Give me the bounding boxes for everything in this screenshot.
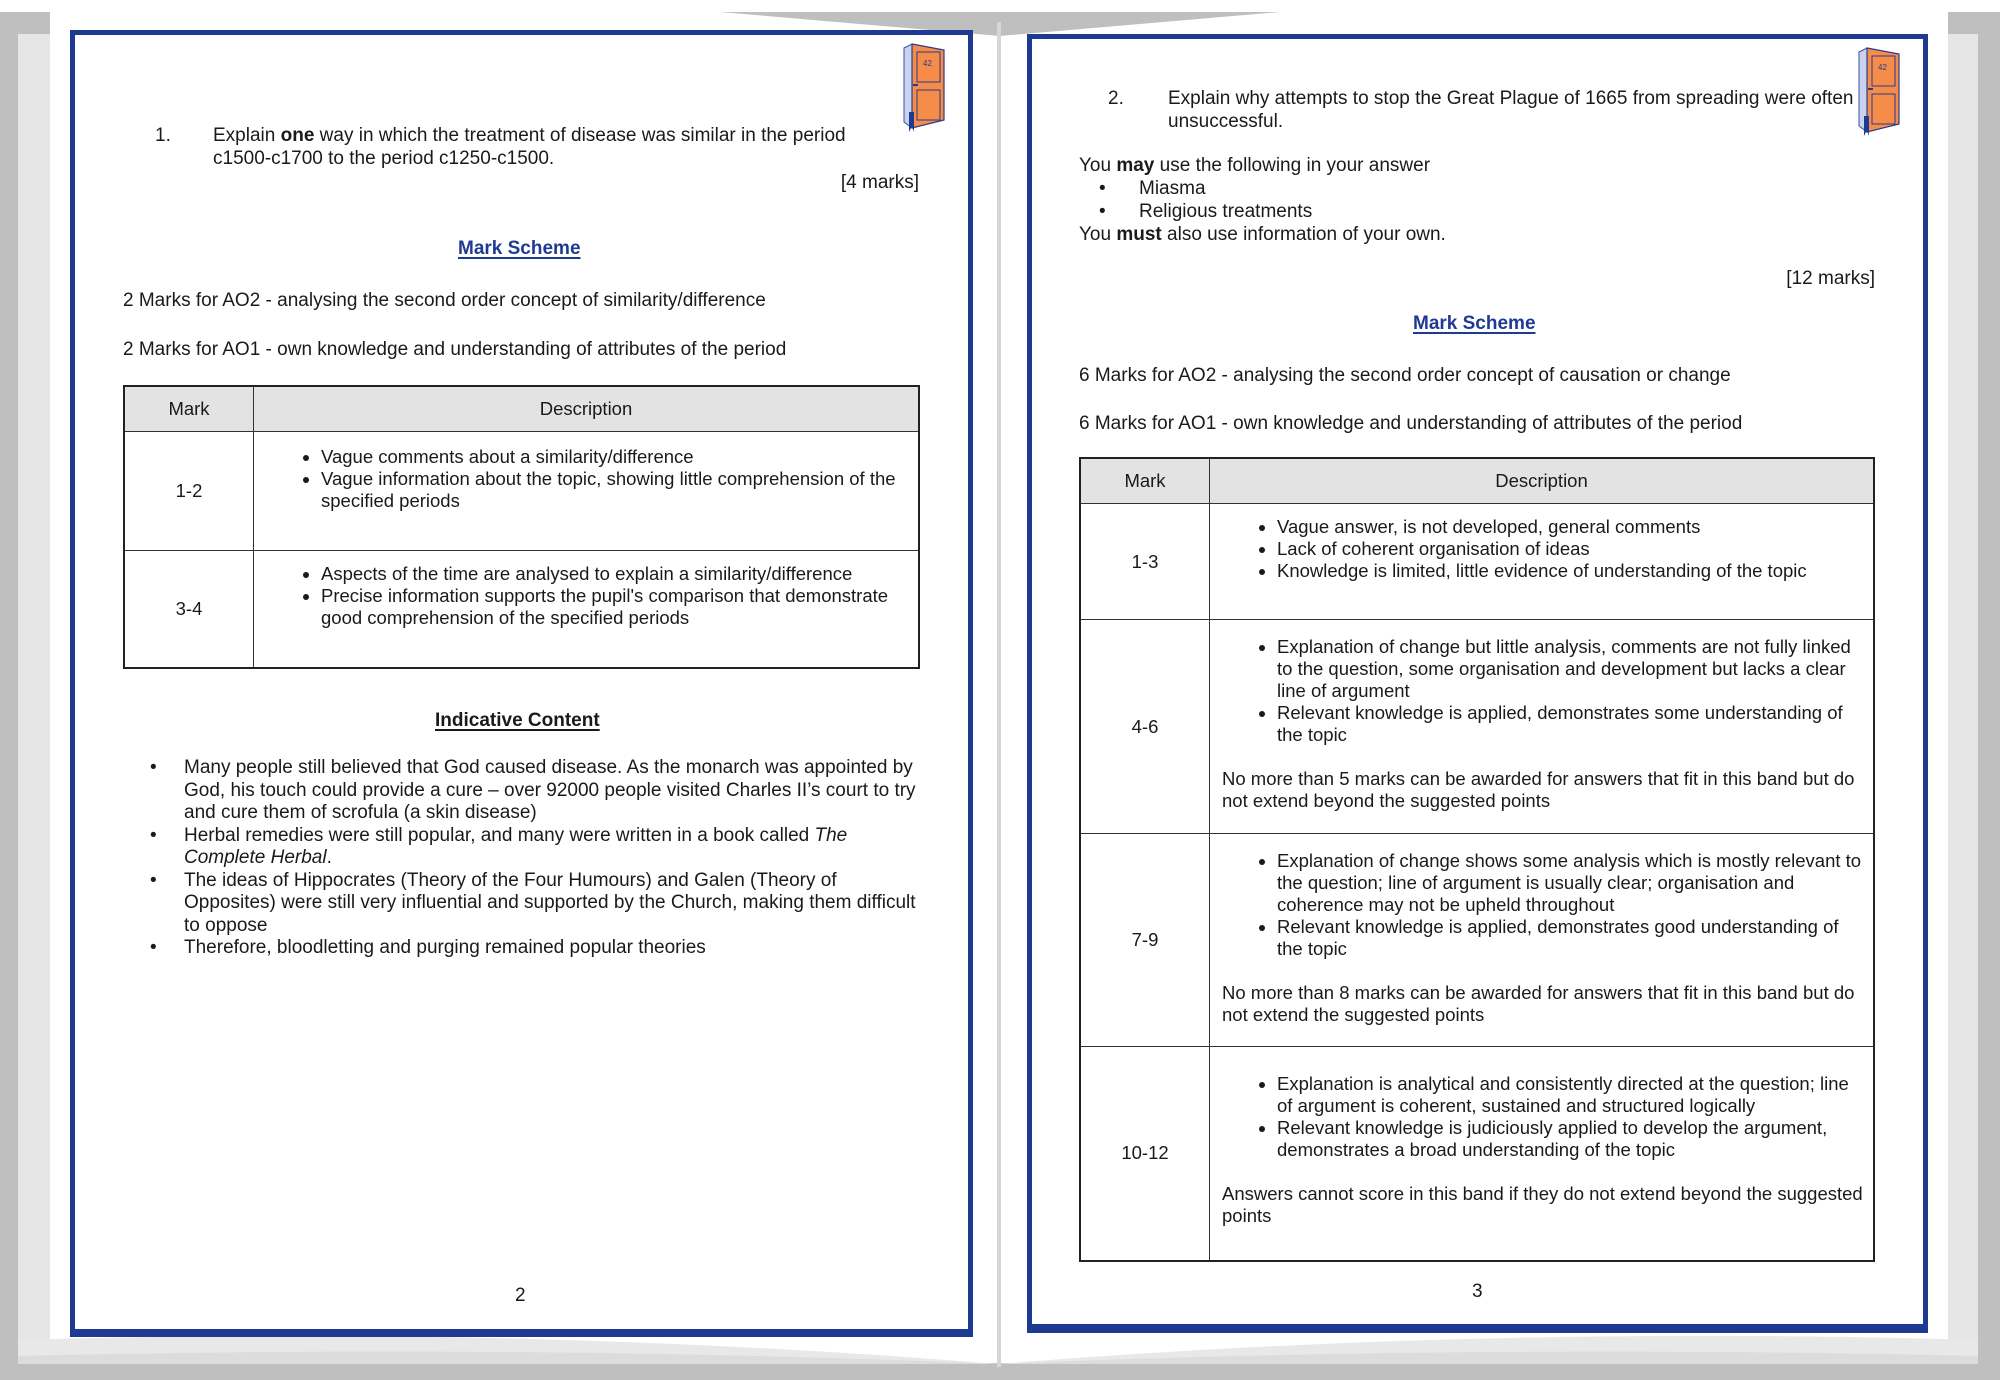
question-number: 2. — [1108, 88, 1124, 109]
list-item-text: The ideas of Hippocrates (Theory of the Four Humours) and Galen (Theory of Opposites) were still very influential and supported by the Church, making them difficult to oppose — [184, 869, 916, 936]
question-text-line-1 — [213, 124, 846, 147]
question-emphasis: one — [280, 125, 315, 146]
question-text-line-2: unsuccessful. — [1168, 111, 1284, 132]
list-item: • Therefore, bloodletting and purging remained popular theories — [150, 937, 706, 958]
criteria-item: • Explanation of change but little analysis, comments are not fully linked to the question, some organisation and development but lacks a clear line of argument — [1277, 636, 1863, 702]
band-description — [254, 551, 920, 668]
list-item-text: Herbal remedies were still popular, and many were written in a book called — [184, 824, 815, 846]
criteria-item: • Lack of coherent organisation of ideas — [1277, 538, 1863, 560]
band-description — [1210, 834, 1875, 1047]
band-note: No more than 8 marks can be awarded for answers that fit in this band but do not extend the suggested points — [1222, 982, 1855, 1025]
criteria-item: • Vague information about the topic, showing little comprehension of the specified periods — [321, 468, 908, 512]
band-description — [254, 432, 920, 551]
indicative-content-title: Indicative Content — [435, 710, 600, 731]
instruction-emphasis: must — [1116, 224, 1162, 245]
table-row — [124, 551, 919, 668]
table-row — [1080, 504, 1874, 620]
band-note: No more than 5 marks can be awarded for answers that fit in this band but do not extend beyond the suggested points — [1222, 768, 1855, 811]
mark-scheme-title: Mark Scheme — [1413, 313, 1536, 334]
bullet-icon: • — [1099, 178, 1106, 199]
criteria-item: • Precise information supports the pupil's comparison that demonstrate good comprehension of the specified periods — [321, 585, 908, 629]
door-icon — [1855, 44, 1901, 136]
page-number: 2 — [515, 1285, 526, 1306]
table-row — [1080, 620, 1874, 834]
door-icon — [900, 40, 946, 132]
bullet-icon: • — [1099, 201, 1106, 222]
list-item: • The ideas of Hippocrates (Theory of the Four Humours) and Galen (Theory of Opposites) were still very influential and supported by the Church, making them difficult to oppose — [150, 869, 916, 936]
column-header-description: Description — [254, 386, 920, 432]
criteria-item: • Relevant knowledge is judiciously applied to develop the argument, demonstrates a broad understanding of the topic — [1277, 1117, 1863, 1161]
question-marks: [4 marks] — [840, 172, 919, 193]
mark-band: 7-9 — [1080, 834, 1210, 1047]
table-row — [1080, 834, 1874, 1047]
question-text-line-1: Explain why attempts to stop the Great Plague of 1665 from spreading were often — [1168, 88, 1854, 109]
ao1-line: 2 Marks for AO1 - own knowledge and understanding of attributes of the period — [123, 339, 787, 360]
mark-scheme-table — [1079, 457, 1875, 1262]
list-item-text: Many people still believed that God caused disease. As the monarch was appointed by God, his touch could provide a cure – over 92000 people visited Charles II’s court to try and cure them of scrofula (a skin disease) — [184, 757, 916, 823]
question-text: way in which the treatment of disease was similar in the period — [314, 125, 846, 146]
must-use-line — [1079, 223, 1446, 246]
instruction-text: use the following in your answer — [1154, 155, 1431, 176]
column-header-mark: Mark — [124, 386, 254, 432]
question-number: 1. — [155, 125, 171, 146]
mark-scheme-table — [123, 385, 920, 669]
list-item: • Herbal remedies were still popular, and many were written in a book called The Complete Herbal. — [150, 824, 848, 868]
band-description — [1210, 1047, 1875, 1261]
band-description — [1210, 504, 1875, 620]
mark-band: 1-3 — [1080, 504, 1210, 620]
ao2-line: 6 Marks for AO2 - analysing the second order concept of causation or change — [1079, 365, 1731, 386]
left-page — [70, 30, 973, 1337]
band-description — [1210, 620, 1875, 834]
hint-item: Miasma — [1139, 178, 1206, 199]
may-use-line — [1079, 154, 1430, 177]
ao2-line: 2 Marks for AO2 - analysing the second order concept of similarity/difference — [123, 290, 766, 311]
book-title: The Complete Herbal — [184, 824, 848, 868]
criteria-item: • Vague answer, is not developed, general comments — [1277, 516, 1863, 538]
criteria-item: • Aspects of the time are analysed to explain a similarity/difference — [321, 563, 908, 585]
list-item-text: Therefore, bloodletting and purging remained popular theories — [184, 937, 706, 958]
indicative-content-list — [130, 757, 930, 960]
instruction-emphasis: may — [1116, 155, 1155, 176]
table-row — [124, 432, 919, 551]
instruction-text: also use information of your own. — [1161, 224, 1446, 245]
page-edge-left — [18, 34, 50, 1364]
book-spine — [997, 22, 1001, 1367]
mark-band: 4-6 — [1080, 620, 1210, 834]
question-marks: [12 marks] — [1786, 268, 1875, 289]
criteria-item: • Explanation is analytical and consistently directed at the question; line of argument is coherent, sustained and structured logically — [1277, 1073, 1863, 1117]
criteria-item: • Knowledge is limited, little evidence of understanding of the topic — [1277, 560, 1863, 582]
svg-text:42: 42 — [923, 59, 932, 68]
list-item: • Many people still believed that God caused disease. As the monarch was appointed by God, his touch could provide a cure – over 92000 people visited Charles II’s court to try and cure them of scrofula (a skin disease) — [150, 757, 916, 823]
instruction-text: You — [1079, 224, 1117, 245]
list-item-text: . — [326, 847, 332, 868]
question-text: Explain — [213, 125, 281, 146]
criteria-item: • Relevant knowledge is applied, demonstrates some understanding of the topic — [1277, 702, 1863, 746]
column-header-description: Description — [1210, 458, 1875, 504]
criteria-item: • Explanation of change shows some analysis which is mostly relevant to the question; line of argument is usually clear; organisation and coherence may not be upheld throughout — [1277, 850, 1863, 916]
instruction-text: You — [1079, 155, 1117, 176]
ao1-line: 6 Marks for AO1 - own knowledge and understanding of attributes of the period — [1079, 413, 1743, 434]
question-text-line-2: c1500-c1700 to the period c1250-c1500. — [213, 148, 555, 169]
band-note: Answers cannot score in this band if they do not extend beyond the suggested points — [1222, 1183, 1863, 1226]
mark-scheme-title: Mark Scheme — [458, 238, 581, 259]
hint-item: Religious treatments — [1139, 201, 1313, 222]
table-row — [1080, 1047, 1874, 1261]
mark-band: 10-12 — [1080, 1047, 1210, 1261]
mark-band: 1-2 — [124, 432, 254, 551]
column-header-mark: Mark — [1080, 458, 1210, 504]
page-edge-right — [1948, 34, 1978, 1364]
criteria-item: • Relevant knowledge is applied, demonstrates good understanding of the topic — [1277, 916, 1863, 960]
criteria-item: • Vague comments about a similarity/difference — [321, 446, 908, 468]
page-number: 3 — [1472, 1281, 1483, 1302]
svg-text:42: 42 — [1878, 63, 1887, 72]
mark-band: 3-4 — [124, 551, 254, 668]
